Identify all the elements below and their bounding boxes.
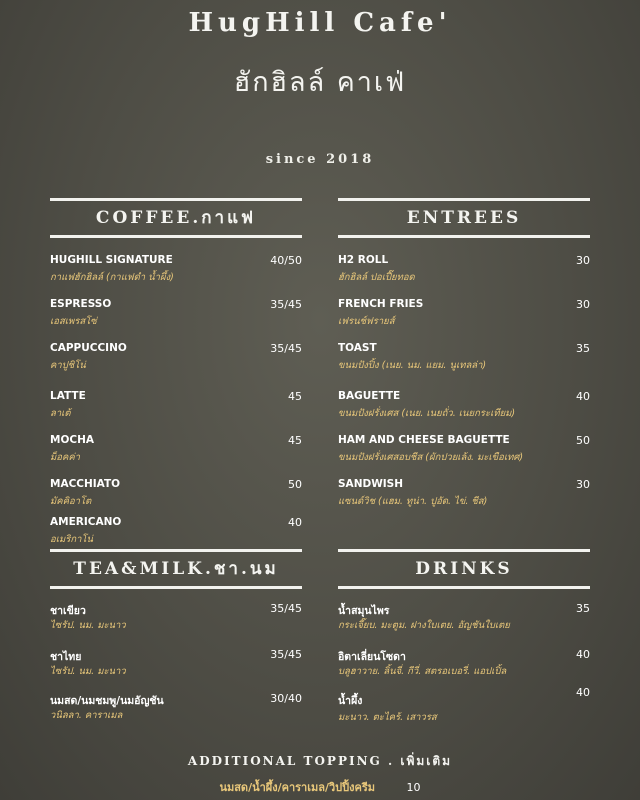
item-description: มัคคิอาโต [50,496,92,507]
item-description: เฟรนช์ฟรายส์ [338,316,395,327]
item-price: 30 [576,254,590,267]
item-price: 45 [288,390,302,403]
item-description: ฮักฮิลล์ ปอเปี๊ยทอด [338,272,415,283]
item-price: 35 [576,342,590,355]
item-price: 30/40 [270,692,302,705]
item-price: 35/45 [270,648,302,661]
item-description: ลาเต้ [50,408,71,419]
item-description: ขนมปังฝรั่งเศส (เนย. เนยถั่ว. เนยกระเทียม) [338,408,516,419]
section-heading-entrees: ENTREES [338,198,590,238]
section-heading-drinks: DRINKS [338,549,590,589]
item-price: 35/45 [270,298,302,311]
cafe-title-thai: ฮักฮิลล์ คาเฟ่ [233,67,407,98]
cafe-title-english: HugHill Cafe' [188,8,452,38]
item-price: 30 [576,478,590,491]
section-heading-tea-milk: TEA&MILK.ชา.นม [50,549,302,589]
item-price: 40 [576,648,590,661]
item-price: 35/45 [270,602,302,615]
item-description: กาแฟฮักฮิลล์ (กาแฟดำ น้ำผึ้ง) [50,272,174,283]
item-description: กระเจี๊ยบ. มะตูม. ฝางใบเตย. อัญชันใบเตย [338,620,510,631]
item-price: 40 [576,686,590,699]
item-description: แซนด์วิช (แฮม. ทูน่า. ปูอัด. ไข่. ชีส) [338,496,488,507]
item-description: อเมริกาโน่ [50,534,94,545]
item-description: วนิลลา. คาราเมล [50,710,123,721]
since-year: since 2018 [265,152,375,167]
item-name: ชาเขียว [50,605,86,617]
section-heading-coffee: COFFEE.กาแฟ [50,198,302,238]
item-description: ไซรัป. นม. มะนาว [50,666,126,677]
item-name: AMERICANO [50,516,122,528]
item-description: มะนาว. ตะไคร้. เสาวรส [338,712,437,723]
item-name: H2 ROLL [338,254,389,266]
item-name: MACCHIATO [50,478,121,490]
item-price: 40 [576,390,590,403]
item-name: CAPPUCCINO [50,342,127,354]
item-name: HAM AND CHEESE BAGUETTE [338,434,510,446]
item-name: MOCHA [50,434,94,446]
item-name: HUGHILL SIGNATURE [50,254,173,266]
item-price: 40 [288,516,302,529]
item-description: คาปูชิโน่ [50,360,86,371]
item-description: บลูฮาวาย. ลิ้นจี่. กีวี่. สตรอเบอรี่. แอปเปิ้ล [338,666,507,677]
item-description: เอสเพรสโซ่ [50,316,97,327]
item-price: 50 [288,478,302,491]
item-price: 40/50 [270,254,302,267]
item-description: ไซรัป. นม. มะนาว [50,620,126,631]
item-name: BAGUETTE [338,390,401,402]
topping-items: นมสด/น้ำผึ้ง/คาราเมล/วิปปิ้งครีม [219,781,376,794]
item-price: 45 [288,434,302,447]
item-name: นมสด/นมชมพู/นมอัญชัน [50,695,164,707]
item-description: ขนมปังฝรั่งเศสอบชีส (ผักปวยเล้ง. มะเขือเทศ) [338,452,524,463]
item-name: อิตาเลี่ยนโซดา [338,651,406,663]
item-price: 50 [576,434,590,447]
item-price: 30 [576,298,590,311]
topping-line [0,778,640,796]
item-name: น้ำสมุนไพร [338,605,390,617]
item-description: ม็อคค่า [50,452,81,463]
item-description: ขนมปังปิ้ง (เนย. นม. แยม. นูเทลล่า) [338,360,487,371]
item-name: FRENCH FRIES [338,298,424,310]
item-name: ชาไทย [50,651,82,663]
item-name: ESPRESSO [50,298,112,310]
item-name: TOAST [338,342,377,354]
item-name: LATTE [50,390,86,402]
item-price: 35/45 [270,342,302,355]
item-price: 35 [576,602,590,615]
item-name: SANDWISH [338,478,404,490]
additional-topping-heading: ADDITIONAL TOPPING . เพิ่มเติม [187,754,453,768]
topping-price: 10 [406,781,421,794]
item-name: น้ำผึ้ง [338,695,363,707]
